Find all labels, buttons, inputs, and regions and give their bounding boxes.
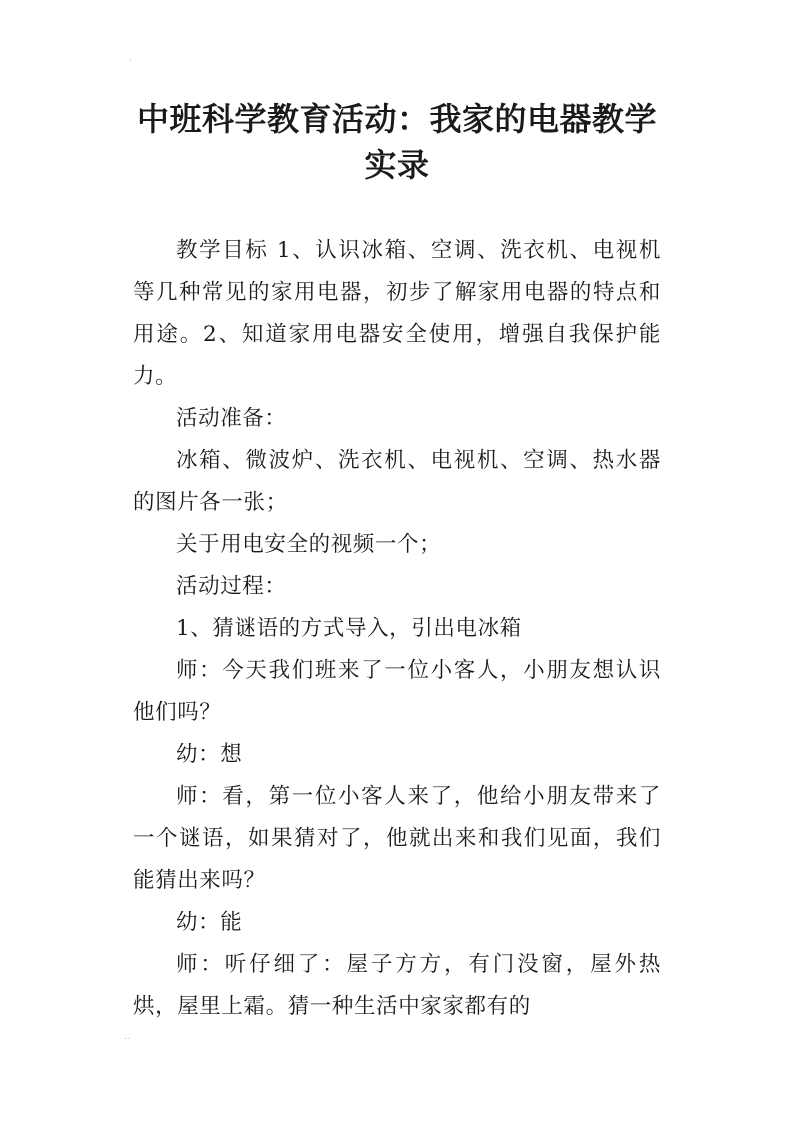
paragraph-teacher-1: 师：今天我们班来了一位小客人，小朋友想认识他们吗？ <box>133 658 661 725</box>
document-title <box>120 96 674 188</box>
paragraph-child-2: 幼：能 <box>176 910 243 935</box>
paragraph-preparation-heading: 活动准备： <box>176 406 287 431</box>
title-line-2: 实录 <box>364 146 430 184</box>
paragraph-teacher-2: 师：看，第一位小客人来了，他给小朋友带来了一个谜语，如果猜对了，他就出来和我们见面，我们能猜出来吗？ <box>133 784 661 893</box>
corner-mark-bottom: ‥ <box>124 1031 131 1042</box>
paragraph-preparation-pictures: 冰箱、微波炉、洗衣机、电视机、空调、热水器的图片各一张； <box>133 448 661 515</box>
paragraph-step-1: 1、猜谜语的方式导入，引出电冰箱 <box>176 616 522 641</box>
title-line-1: 中班科学教育活动：我家的电器教学 <box>136 100 657 138</box>
document-body <box>133 230 661 1028</box>
corner-mark-top: ˙ <box>128 59 133 70</box>
paragraph-preparation-video: 关于用电安全的视频一个； <box>176 532 442 557</box>
paragraph-child-1: 幼：想 <box>176 742 243 767</box>
paragraph-teacher-riddle: 师：听仔细了：屋子方方，有门没窗，屋外热烘，屋里上霜。猜一种生活中家家都有的 <box>133 952 661 1019</box>
paragraph-process-heading: 活动过程： <box>176 574 287 599</box>
paragraph-teaching-goals: 教学目标 1、认识冰箱、空调、洗衣机、电视机等几种常见的家用电器，初步了解家用电器的特点和用途。2、知道家用电器安全使用，增强自我保护能力。 <box>133 238 661 389</box>
